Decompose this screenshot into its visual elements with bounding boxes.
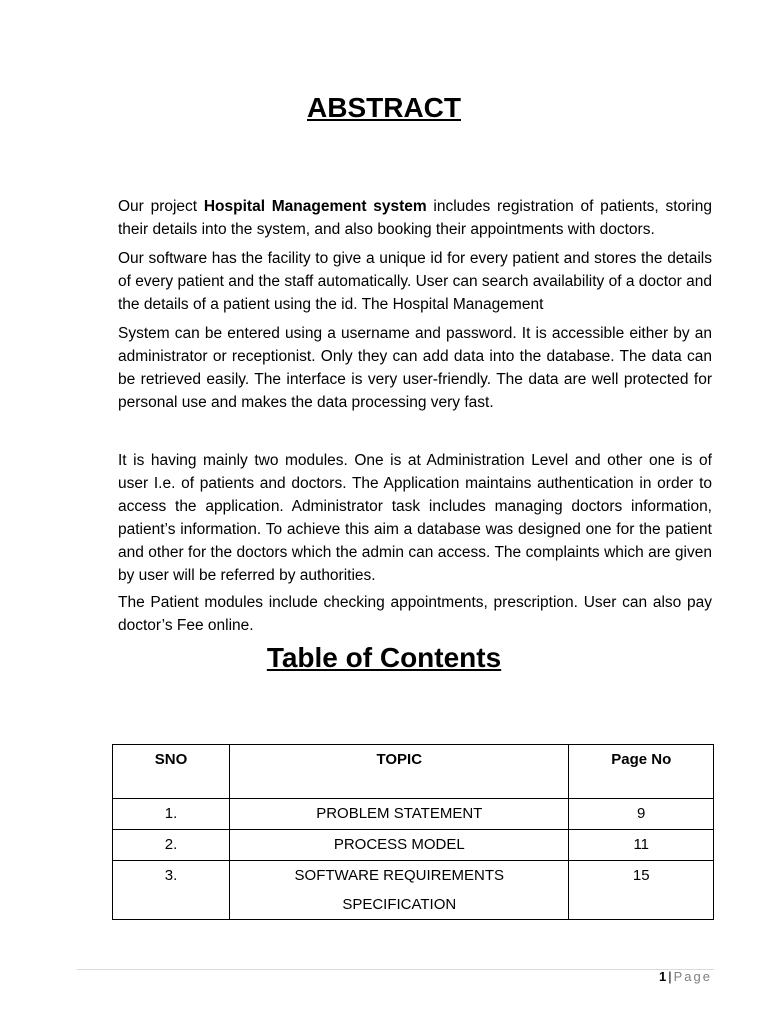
abstract-paragraph-1-end: includes registration of patients, storing their details into the system, and also booking their appointments with doctors. xyxy=(118,198,712,238)
abstract-title: ABSTRACT xyxy=(307,92,461,123)
row-topic-line-2: SPECIFICATION xyxy=(342,896,457,913)
abstract-paragraph-4: It is having mainly two modules. One is at Administration Level and other one is of user I.e. of patients and doctors. The Application maintains authentication in order to access the application. Administrator task includes managing doctors information, patient’s information. To achieve this aim a database was designed one for the patient and other for the doctors which the admin can access. The complaints which are given by user will be referred by authorities. xyxy=(118,452,712,584)
table-row xyxy=(113,830,714,861)
row-topic xyxy=(230,861,569,920)
row-sno: 2. xyxy=(113,830,230,861)
abstract-paragraph-5: The Patient modules include checking appointments, prescription. User can also pay doctor’s Fee online. xyxy=(118,594,712,634)
project-name: Hospital Management system xyxy=(203,198,427,215)
page-number: 1 xyxy=(659,969,667,984)
footer-divider xyxy=(77,969,714,970)
row-page: 15 xyxy=(569,861,714,920)
table-row xyxy=(113,799,714,830)
header-sno: SNO xyxy=(113,745,230,799)
table-of-contents-title: Table of Contents xyxy=(266,642,502,673)
abstract-paragraph-1-start: Our project xyxy=(118,198,204,215)
row-page: 11 xyxy=(569,830,714,861)
footer-separator: | xyxy=(668,969,672,984)
header-page-no: Page No xyxy=(569,745,714,799)
abstract-paragraph-1 xyxy=(118,195,712,241)
row-page: 9 xyxy=(569,799,714,830)
row-sno: 1. xyxy=(113,799,230,830)
table-row xyxy=(113,861,714,920)
header-topic: TOPIC xyxy=(230,745,569,799)
row-sno: 3. xyxy=(113,861,230,920)
row-topic-line-1: SOFTWARE REQUIREMENTS xyxy=(294,867,504,884)
page-footer xyxy=(659,969,712,985)
row-topic: PROBLEM STATEMENT xyxy=(230,799,569,830)
page-label: Page xyxy=(673,969,712,984)
abstract-paragraph-3: System can be entered using a username and password. It is accessible either by an administrator or receptionist. Only they can add data into the database. The data can be retrieved easily. The interface is very user-friendly. The data are well protected for personal use and makes the data processing very fast. xyxy=(118,325,712,411)
table-of-contents xyxy=(112,744,714,920)
row-topic: PROCESS MODEL xyxy=(230,830,569,861)
table-header-row xyxy=(113,745,714,799)
abstract-paragraph-2: Our software has the facility to give a unique id for every patient and stores the details of every patient and the staff automatically. User can search availability of a doctor and the details of a patient using the id. The Hospital Management xyxy=(118,250,712,313)
